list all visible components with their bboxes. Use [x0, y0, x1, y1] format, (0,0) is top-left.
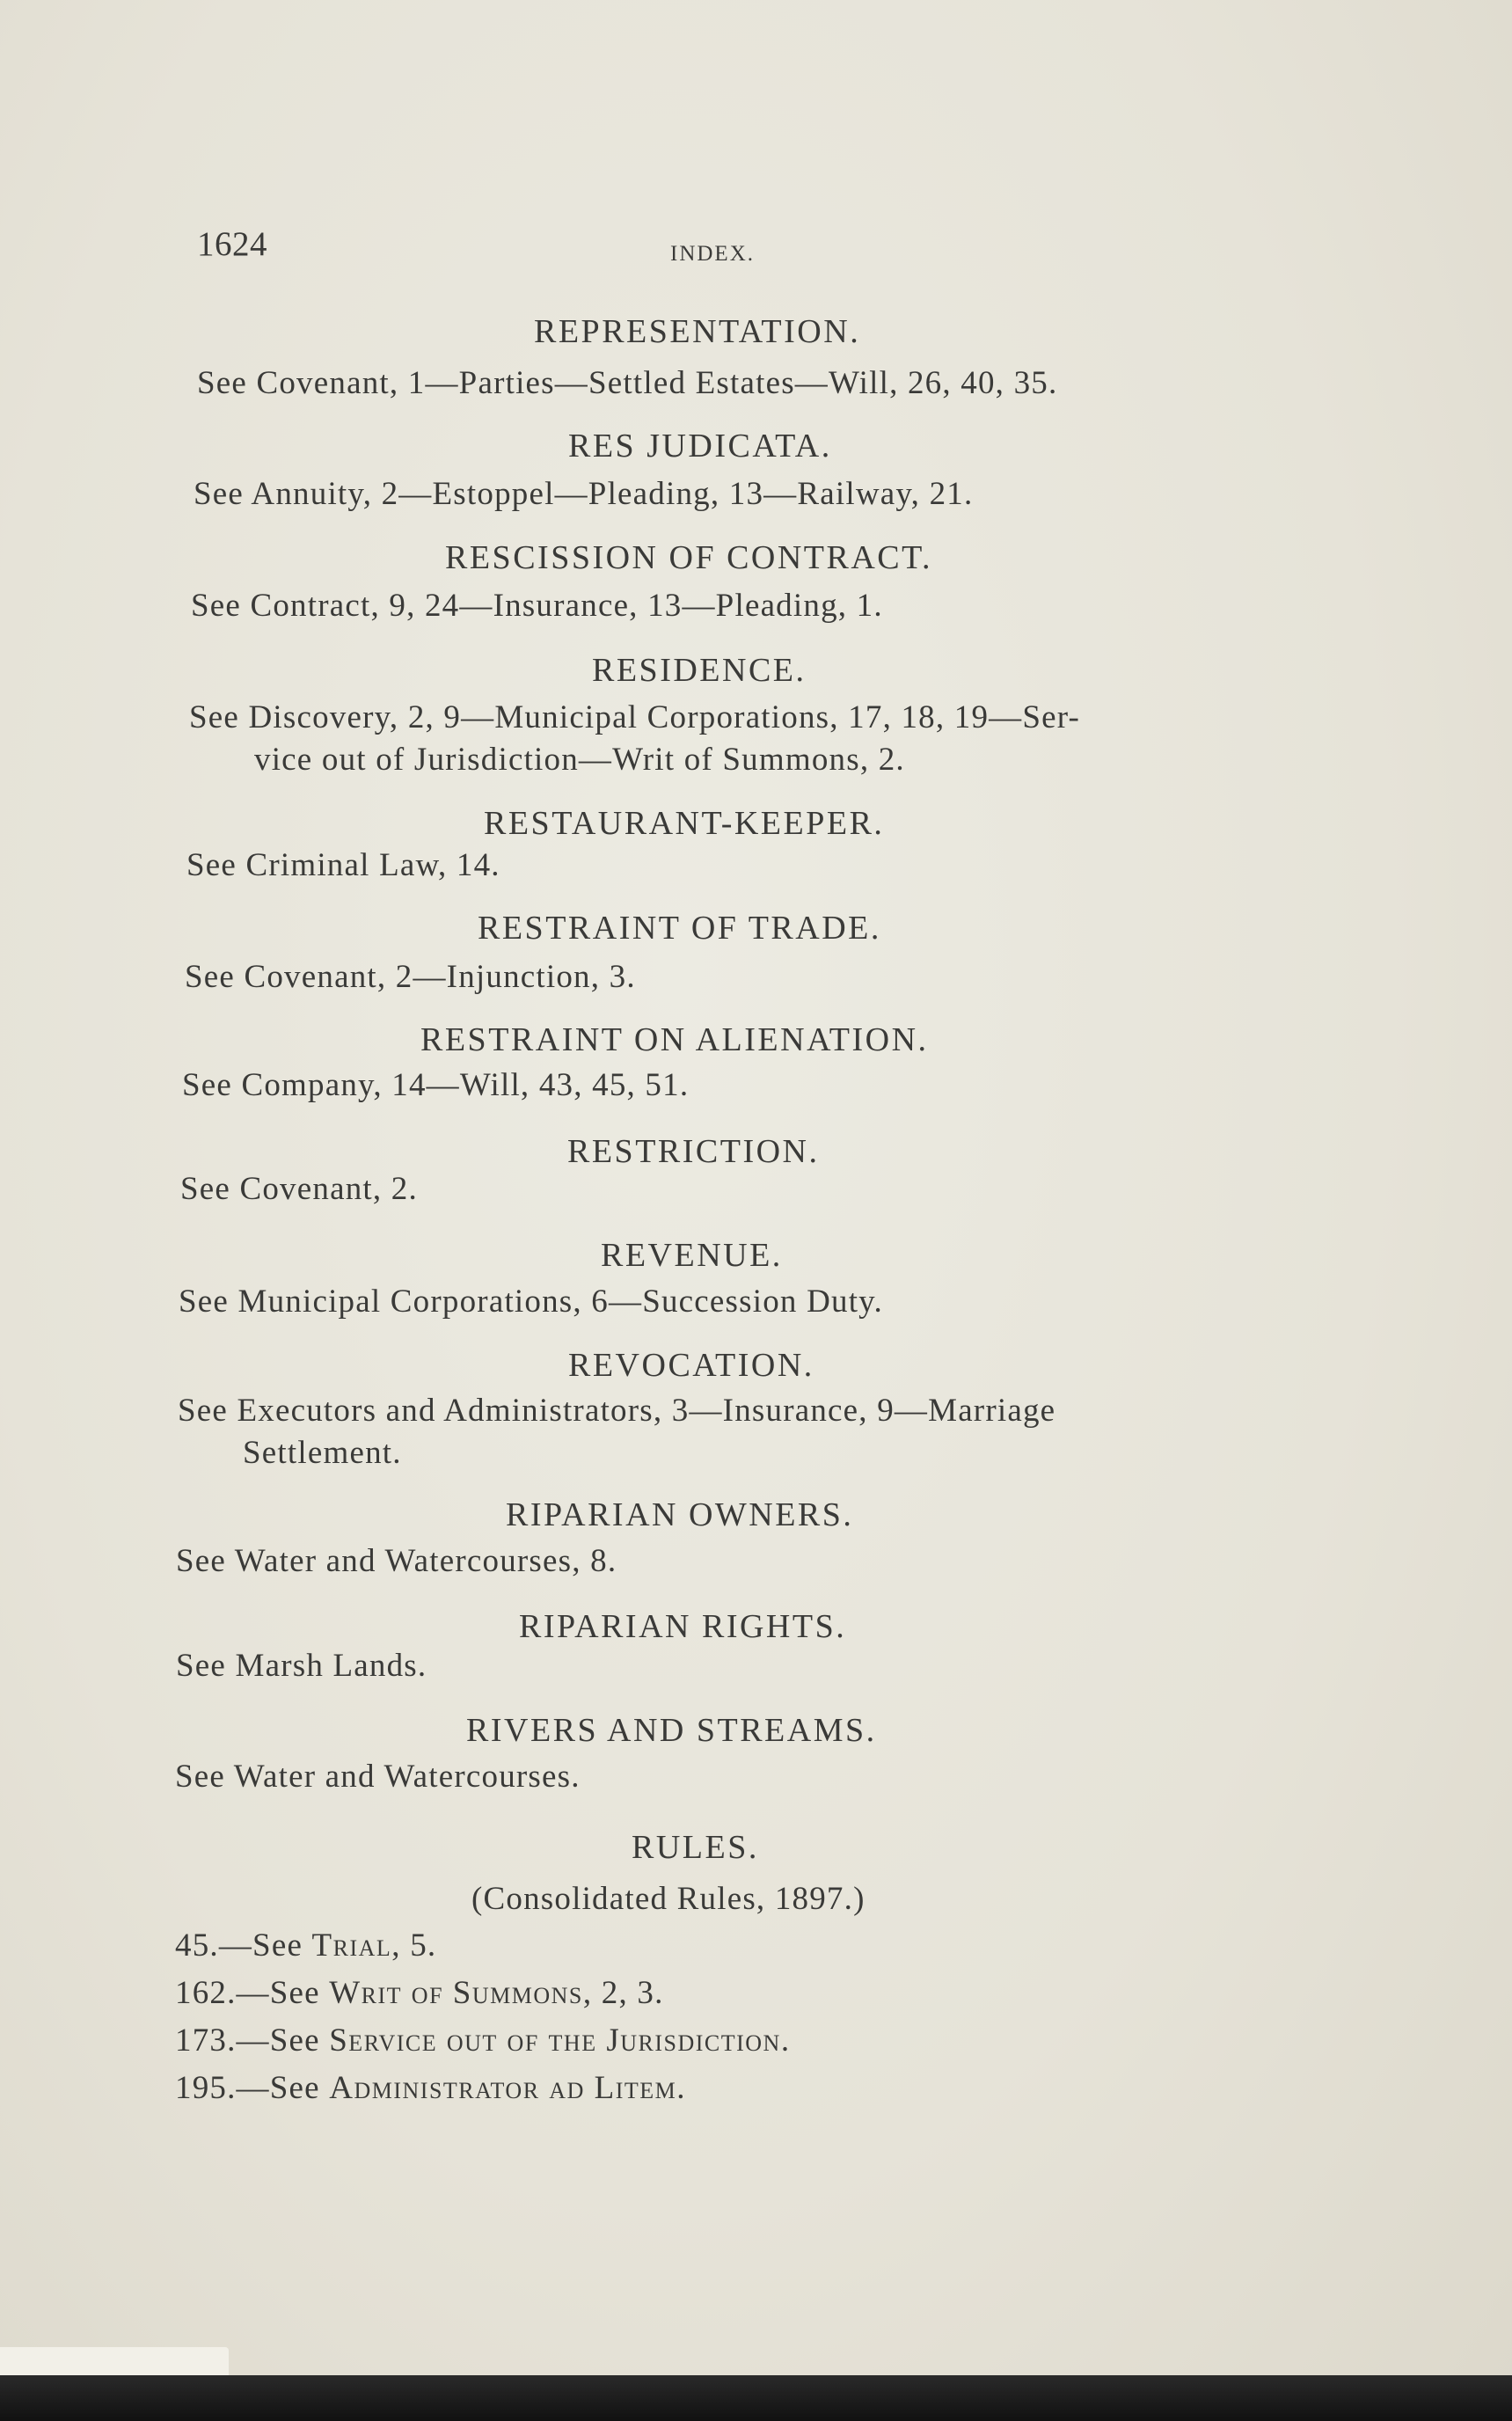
entry-heading: RESCISSION OF CONTRACT.: [445, 539, 933, 576]
entry-heading: RIPARIAN RIGHTS.: [519, 1608, 847, 1645]
reference-line: See Discovery, 2, 9—Municipal Corporations, 17, 18, 19—Ser-: [189, 699, 1081, 735]
entry-heading: RESTRICTION.: [567, 1133, 820, 1170]
rule-item: [175, 2022, 790, 2059]
running-head: INDEX.: [670, 242, 756, 266]
entry-reference: [176, 1645, 427, 1687]
entry-reference: [197, 362, 1057, 405]
rule-reference: Administrator ad Litem: [329, 2070, 677, 2106]
rule-number: 173.—See: [175, 2022, 330, 2059]
reference-line: See Annuity, 2—Estoppel—Pleading, 13—Railway, 21.: [194, 476, 974, 512]
rule-tail: .: [780, 2022, 791, 2059]
rule-reference: Service out of the Jurisdiction: [329, 2022, 781, 2059]
reference-line: See Water and Watercourses.: [175, 1759, 581, 1795]
entry-heading: RIPARIAN OWNERS.: [506, 1496, 854, 1533]
reference-continuation: Settlement.: [243, 1435, 402, 1471]
entry-heading: RESTRAINT ON ALIENATION.: [420, 1021, 929, 1058]
entry-reference: [182, 1064, 689, 1107]
rule-tail: .: [676, 2070, 686, 2106]
entry-reference: [175, 1756, 581, 1798]
entry-heading: RULES.: [632, 1829, 759, 1866]
page-header: [0, 224, 1512, 277]
entry-reference: [179, 1281, 883, 1323]
reference-line: See Contract, 9, 24—Insurance, 13—Pleading, 1.: [191, 588, 883, 624]
page-number: 1624: [197, 225, 267, 263]
reference-line: See Marsh Lands.: [176, 1648, 427, 1684]
rule-reference: Trial: [311, 1927, 392, 1964]
entry-reference: [180, 1168, 418, 1210]
entry-heading: RES JUDICATA.: [568, 428, 832, 464]
entry-reference: [178, 1390, 1055, 1474]
scan-bottom-edge: [0, 2375, 1512, 2421]
rules-subtitle: (Consolidated Rules, 1897.): [471, 1881, 866, 1917]
entry-heading: RESTAURANT-KEEPER.: [484, 805, 885, 842]
entry-reference: [186, 845, 500, 887]
reference-continuation: vice out of Jurisdiction—Writ of Summons, 2.: [254, 742, 905, 778]
rule-item: [175, 1974, 664, 2012]
entry-heading: RESIDENCE.: [592, 652, 807, 689]
rule-item: [175, 1927, 436, 1964]
rule-reference: Writ of Summons: [329, 1975, 583, 2011]
reference-line: See Municipal Corporations, 6—Succession Duty.: [179, 1284, 883, 1320]
entry-reference: [189, 697, 1080, 781]
rule-item: [175, 2069, 686, 2107]
entry-heading: REVENUE.: [601, 1237, 783, 1274]
reference-line: See Covenant, 2.: [180, 1171, 418, 1207]
entry-reference: [194, 473, 973, 516]
reference-line: See Executors and Administrators, 3—Insurance, 9—Marriage: [178, 1393, 1056, 1429]
entry-reference: [191, 585, 883, 627]
entry-reference: [176, 1540, 617, 1583]
rule-tail: , 2, 3.: [582, 1975, 664, 2011]
reference-line: See Water and Watercourses, 8.: [176, 1543, 617, 1579]
entry-heading: RIVERS AND STREAMS.: [466, 1712, 877, 1749]
reference-line: See Criminal Law, 14.: [186, 847, 500, 883]
rule-tail: , 5.: [391, 1927, 437, 1964]
reference-line: See Covenant, 2—Injunction, 3.: [185, 959, 636, 995]
entry-reference: [185, 956, 636, 998]
entry-heading: REVOCATION.: [568, 1347, 814, 1384]
entry-heading: REPRESENTATION.: [534, 313, 861, 350]
rule-number: 45.—See: [175, 1927, 312, 1964]
entry-heading: RESTRAINT OF TRADE.: [478, 910, 881, 947]
rule-number: 162.—See: [175, 1975, 330, 2011]
rule-number: 195.—See: [175, 2070, 330, 2106]
reference-line: See Company, 14—Will, 43, 45, 51.: [182, 1067, 690, 1103]
reference-line: See Covenant, 1—Parties—Settled Estates—Will, 26, 40, 35.: [197, 365, 1058, 401]
